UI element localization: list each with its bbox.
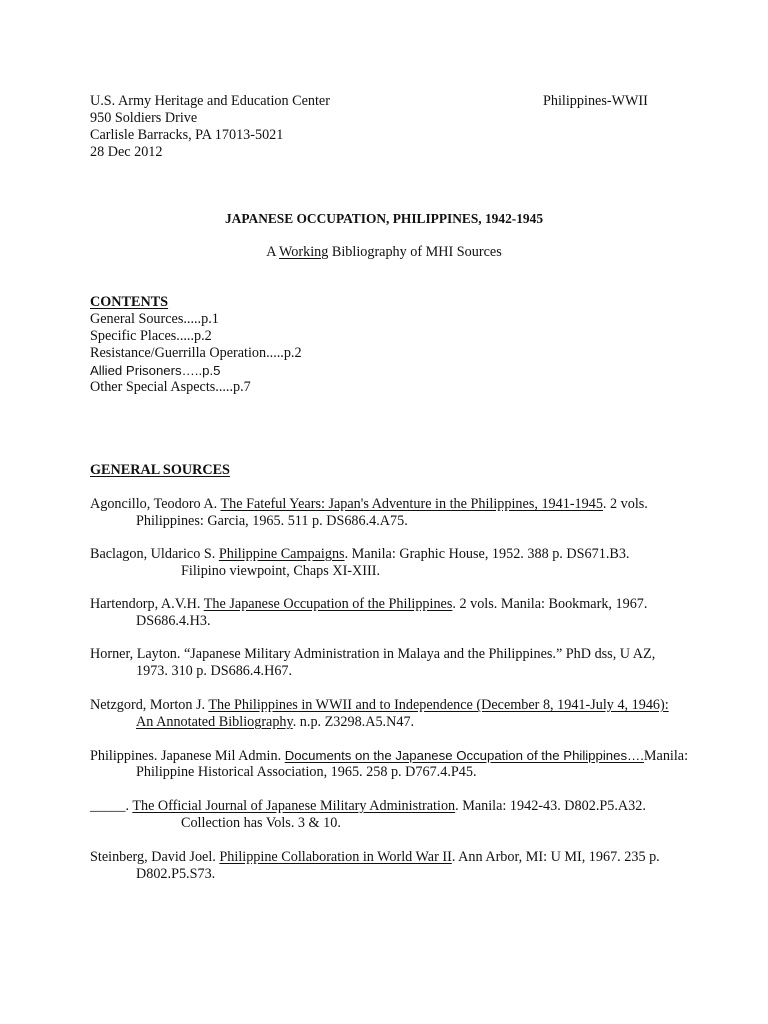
contents-item: General Sources.....p.1 <box>90 311 219 327</box>
entry-details: . n.p. Z3298.A5.N47. <box>292 714 415 730</box>
address-line: U.S. Army Heritage and Education Center <box>90 93 330 109</box>
bibliography-entry-note: Filipino viewpoint, Chaps XI-XIII. <box>181 563 380 579</box>
contents-item: Other Special Aspects.....p.7 <box>90 379 251 395</box>
subtitle-post: Bibliography of MHI Sources <box>328 244 502 260</box>
document-title: JAPANESE OCCUPATION, PHILIPPINES, 1942-1945 <box>224 211 544 226</box>
bibliography-entry-note: Collection has Vols. 3 & 10. <box>181 815 341 831</box>
bibliography-entry-line2: D802.P5.S73. <box>136 866 216 882</box>
entry-title: The Philippines in WWII and to Independence (December 8, 1941-July 4, 1946): <box>208 697 669 713</box>
bibliography-entry-line1 <box>90 697 669 714</box>
bibliography-entry-line2 <box>136 714 414 731</box>
entry-author: Agoncillo, Teodoro A. <box>90 496 221 512</box>
entry-title: The Fateful Years: Japan's Adventure in the Philippines, 1941-1945 <box>220 496 603 512</box>
entry-details: . Ann Arbor, MI: U MI, 1967. 235 p. <box>451 849 660 865</box>
section-heading-general-sources: GENERAL SOURCES <box>90 462 230 478</box>
entry-author: Baclagon, Uldarico S. <box>90 546 219 562</box>
entry-title: The Official Journal of Japanese Military Administration <box>132 798 456 814</box>
contents-heading: CONTENTS <box>90 294 169 310</box>
entry-details: . 2 vols. Manila: Bookmark, 1967. <box>452 596 648 612</box>
bibliography-entry-line1 <box>90 496 648 513</box>
entry-details: . Manila: Graphic House, 1952. 388 p. DS671.B3. <box>344 546 630 562</box>
entry-author: Philippines. Japanese Mil Admin. <box>90 748 285 764</box>
entry-title-continued: An Annotated Bibliography <box>136 714 293 730</box>
document-date: 28 Dec 2012 <box>90 144 163 160</box>
document-subtitle <box>0 244 768 261</box>
entry-title: Documents on the Japanese Occupation of the Philippines…. <box>284 748 644 763</box>
entry-title: Philippine Collaboration in World War II <box>219 849 452 865</box>
address-line: 950 Soldiers Drive <box>90 110 198 126</box>
subtitle-emphasis: Working <box>279 244 329 260</box>
entry-author: Steinberg, David Joel. <box>90 849 220 865</box>
bibliography-entry-line2: 1973. 310 p. DS686.4.H67. <box>136 663 293 679</box>
contents-item: Resistance/Guerrilla Operation.....p.2 <box>90 345 302 361</box>
bibliography-entry-line1 <box>90 546 629 563</box>
document-tag: Philippines-WWII <box>543 93 648 109</box>
bibliography-entry-line1 <box>90 849 660 866</box>
contents-item: Allied Prisoners…..p.5 <box>90 363 221 378</box>
bibliography-entry-line1 <box>90 747 688 765</box>
entry-title: Philippine Campaigns <box>218 546 345 562</box>
bibliography-entry-line1 <box>90 596 647 613</box>
entry-author: Netzgord, Morton J. <box>90 697 209 713</box>
entry-title: The Japanese Occupation of the Philippines <box>203 596 453 612</box>
bibliography-entry-line2: Philippines: Garcia, 1965. 511 p. DS686.4.A75. <box>136 513 408 529</box>
subtitle-pre: A <box>266 244 280 260</box>
bibliography-entry-line2: Philippine Historical Association, 1965. 258 p. D767.4.P45. <box>136 764 477 780</box>
contents-item: Specific Places.....p.2 <box>90 328 212 344</box>
bibliography-entry-line1 <box>90 798 646 815</box>
address-line: Carlisle Barracks, PA 17013-5021 <box>90 127 284 143</box>
entry-author: Hartendorp, A.V.H. <box>90 596 204 612</box>
entry-details: . Manila: 1942-43. D802.P5.A32. <box>455 798 646 814</box>
bibliography-entry-line2: DS686.4.H3. <box>136 613 211 629</box>
entry-details: . 2 vols. <box>602 496 648 512</box>
entry-ditto: _____. <box>90 798 133 814</box>
bibliography-entry-line1: Horner, Layton. “Japanese Military Administration in Malaya and the Philippines.” PhD dss, U AZ, <box>90 646 656 662</box>
entry-details: Manila: <box>643 748 689 764</box>
